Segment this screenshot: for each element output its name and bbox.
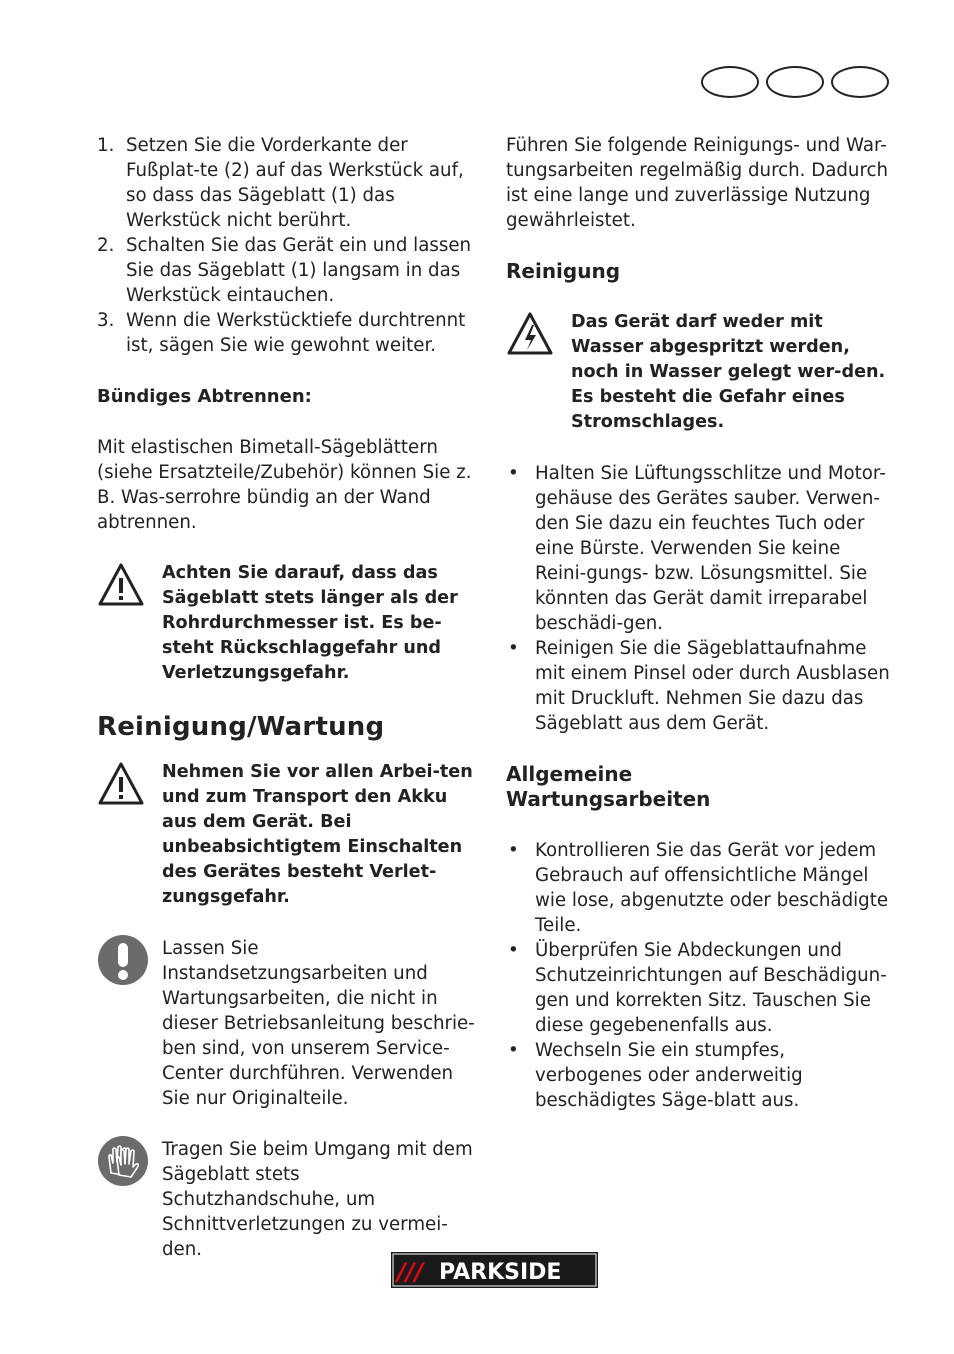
battery-removal-warning: Nehmen Sie vor allen Arbei-ten und zum Transport den Akku aus dem Gerät. Bei unbeabsichtigtem Einschalten des Gerätes besteht Verlet-zungsgefahr. — [97, 760, 482, 910]
section-title: Reinigung/Wartung — [97, 712, 385, 742]
step-item: 3. Wenn die Werkstücktiefe durchtrennt ist, sägen Sie wie gewohnt weiter. — [97, 310, 466, 356]
electric-warning-icon — [506, 310, 554, 358]
logo-text: PARKSIDE — [439, 1260, 562, 1285]
maintenance-list — [506, 838, 891, 1113]
list-item: • Reinigen Sie die Sägeblattaufnahme mit einem Pinsel oder durch Ausblasen mit Druckluft. Nehmen Sie dazu das Sägeblatt aus dem Gerät. — [508, 638, 890, 734]
flush-cut-text: Mit elastischen Bimetall-Sägeblättern (siehe Ersatzteile/Zubehör) können Sie z. B. Was-serrohre bündig an der Wand abtrennen. — [97, 437, 472, 533]
list-item: • Halten Sie Lüftungsschlitze und Motor-gehäuse des Gerätes sauber. Verwen-den Sie dazu ein feuchtes Tuch oder eine Bürste. Verwenden Sie keine Reini-gungs- bzw. Lösungsmittel. Sie könnten das Gerät damit irreparabel beschädi-gen. — [508, 463, 886, 634]
cleaning-list — [506, 461, 891, 736]
right-column — [506, 133, 891, 1113]
maintenance-intro: Führen Sie folgende Reinigungs- und War-tungsarbeiten regelmäßig durch. Dadurch ist eine lange und zuverlässige Nutzung gewährleistet. — [506, 135, 889, 231]
logo-stripes: /// — [397, 1258, 424, 1286]
blade-length-warning: Achten Sie darauf, dass das Sägeblatt stets länger als der Rohrdurchmesser ist. Es be-steht Rückschlaggefahr und Verletzungsgefahr. — [97, 561, 482, 686]
exclamation-circle-icon — [97, 934, 149, 986]
step-item: 1. Setzen Sie die Vorderkante der Fußplat-te (2) auf das Werkstück auf, so dass das Sägeblatt (1) das Werkstück nicht berührt. — [97, 135, 464, 231]
list-item: • Wechseln Sie ein stumpfes, verbogenes oder anderweitig beschädigtes Säge-blatt aus. — [508, 1040, 803, 1111]
language-oval-1 — [701, 66, 759, 98]
step-item: 2. Schalten Sie das Gerät ein und lassen Sie das Sägeblatt (1) langsam in das Werkstück eintauchen. — [97, 235, 472, 306]
list-item: • Kontrollieren Sie das Gerät vor jedem Gebrauch auf offensichtliche Mängel wie lose, abgenutzte oder beschädigte Teile. — [508, 840, 889, 936]
gloves-note: Tragen Sie beim Umgang mit dem Sägeblatt stets Schutzhandschuhe, um Schnittverletzungen zu vermei-den. — [97, 1137, 482, 1262]
list-item: • Überprüfen Sie Abdeckungen und Schutzeinrichtungen auf Beschädigun-gen und korrekten Sitz. Tauschen Sie diese gegebenenfalls aus. — [508, 940, 887, 1036]
language-oval-2 — [766, 66, 824, 98]
parkside-logo — [391, 1252, 598, 1288]
cleaning-heading: Reinigung — [506, 259, 621, 283]
service-note: Lassen Sie Instandsetzungsarbeiten und Wartungsarbeiten, die nicht in dieser Betriebsanleitung beschrie-ben sind, von unserem Service-Center durchführen. Verwenden Sie nur Originalteile. — [97, 936, 482, 1111]
general-maintenance-heading: Allgemeine Wartungsarbeiten — [506, 762, 711, 811]
gloves-icon — [97, 1135, 149, 1187]
left-column — [97, 133, 482, 1262]
warning-triangle-icon — [97, 760, 145, 808]
flush-cut-heading: Bündiges Abtrennen: — [97, 386, 312, 407]
language-code-ovals — [701, 66, 889, 100]
procedure-steps — [97, 133, 482, 358]
warning-triangle-icon — [97, 561, 145, 609]
language-oval-3 — [831, 66, 889, 98]
water-warning: Das Gerät darf weder mit Wasser abgespritzt werden, noch in Wasser gelegt wer-den. Es besteht die Gefahr eines Stromschlages. — [506, 310, 891, 435]
